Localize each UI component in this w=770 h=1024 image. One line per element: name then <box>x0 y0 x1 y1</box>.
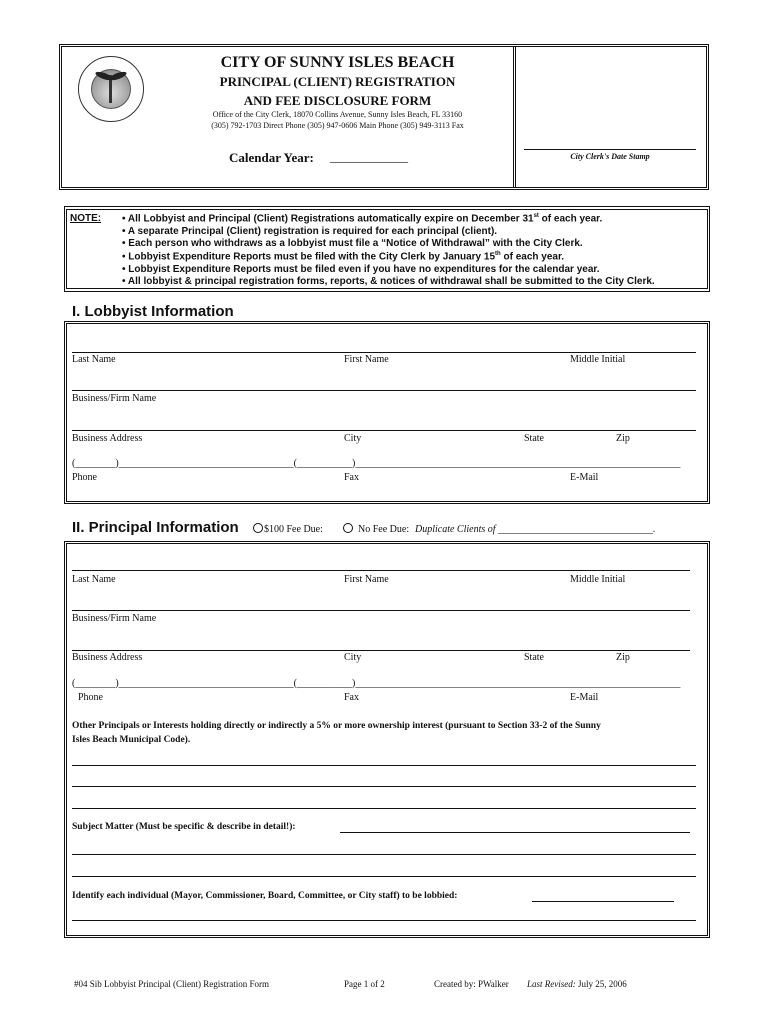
principal-business-firm-label: Business/Firm Name <box>72 613 157 624</box>
identify-individuals-input-line[interactable] <box>72 920 696 921</box>
identify-individuals-label: Identify each individual (Mayor, Commissioner, Board, Committee, or City staff) to be lobbied: <box>72 891 458 901</box>
principal-city-label: City <box>344 652 362 663</box>
note-label: NOTE: <box>70 213 102 224</box>
city-seal-logo <box>78 56 144 122</box>
clerk-address: Office of the City Clerk, 18070 Collins Avenue, Sunny Isles Beach, FL 33160 <box>212 110 463 119</box>
form-id: #04 Sib Lobbyist Principal (Client) Registration Form <box>74 979 269 989</box>
principal-middle-initial-label: Middle Initial <box>570 574 626 585</box>
clerk-phones: (305) 792-1703 Direct Phone (305) 947-0606 Main Phone (305) 949-3113 Fax <box>211 121 464 130</box>
subject-matter-input-line[interactable] <box>340 832 690 833</box>
zip-label: Zip <box>616 433 630 444</box>
subject-matter-label: Subject Matter (Must be specific & describe in detail!): <box>72 822 296 832</box>
calendar-year-field[interactable]: ____________ <box>330 149 408 164</box>
date-stamp-label: City Clerk's Date Stamp <box>570 152 650 161</box>
phone-fax-email-input-line[interactable]: (________)___________________________________(___________)_________________________________________________________________ <box>72 458 681 469</box>
subject-matter-input-line[interactable] <box>72 854 696 855</box>
lobbyist-info-box <box>64 321 710 504</box>
note-item: • A separate Principal (Client) registration is required for each principal (client). <box>122 226 498 237</box>
note-item: • Each person who withdraws as a lobbyist must file a “Notice of Withdrawal” with the City Clerk. <box>122 238 583 249</box>
other-principals-input-line[interactable] <box>72 808 696 809</box>
phone-label: Phone <box>72 472 97 483</box>
last-revised-date: July 25, 2006 <box>578 979 627 989</box>
principal-address-input-line[interactable] <box>72 650 690 651</box>
principal-last-name-label: Last Name <box>72 574 116 585</box>
principal-phone-fax-email-input-line[interactable]: (________)___________________________________(___________)_________________________________________________________________ <box>72 678 681 689</box>
no-fee-due-label: No Fee Due: <box>358 524 410 535</box>
principal-business-address-label: Business Address <box>72 652 143 663</box>
principal-email-label: E-Mail <box>570 692 599 703</box>
calendar-year-label: Calendar Year: <box>229 150 314 165</box>
subject-matter-input-line[interactable] <box>72 876 696 877</box>
other-principals-input-line[interactable] <box>72 765 696 766</box>
note-item: • Lobbyist Expenditure Reports must be filed with the City Clerk by January 15th of each year. <box>122 251 565 263</box>
principal-fax-label: Fax <box>344 692 359 703</box>
identify-individuals-input-line[interactable] <box>532 901 674 902</box>
principal-first-name-label: First Name <box>344 574 389 585</box>
fax-label: Fax <box>344 472 359 483</box>
other-principals-question-line-2: Isles Beach Municipal Code). <box>72 735 191 745</box>
first-name-label: First Name <box>344 354 389 365</box>
principal-state-label: State <box>524 652 544 663</box>
date-stamp-line <box>524 149 696 150</box>
principal-business-name-input-line[interactable] <box>72 610 690 611</box>
business-name-input-line[interactable] <box>72 390 696 391</box>
state-label: State <box>524 433 544 444</box>
email-label: E-Mail <box>570 472 599 483</box>
fee-due-label: $100 Fee Due: <box>264 524 323 535</box>
last-name-input-line[interactable] <box>72 352 696 353</box>
other-principals-question-line-1: Other Principals or Interests holding directly or indirectly a 5% or more ownership interest (pursuant to Section 33-2 of the Sunny <box>72 721 601 731</box>
form-title-line-1: PRINCIPAL (CLIENT) REGISTRATION <box>219 74 456 89</box>
section-2-title: II. Principal Information <box>72 519 239 536</box>
note-item: • Lobbyist Expenditure Reports must be filed even if you have no expenditures for the calendar year. <box>122 264 600 275</box>
business-address-input-line[interactable] <box>72 430 696 431</box>
last-revised-label: Last Revised: <box>527 979 576 989</box>
other-principals-input-line[interactable] <box>72 786 696 787</box>
principal-phone-label: Phone <box>78 692 103 703</box>
business-address-label: Business Address <box>72 433 143 444</box>
business-firm-label: Business/Firm Name <box>72 393 157 404</box>
section-1-title: I. Lobbyist Information <box>72 303 234 320</box>
city-name: CITY OF SUNNY ISLES BEACH <box>220 54 455 71</box>
note-item: • All lobbyist & principal registration forms, reports, & notices of withdrawal shall be submitted to the City Clerk. <box>122 276 655 287</box>
last-name-label: Last Name <box>72 354 116 365</box>
created-by: Created by: PWalker <box>434 979 509 989</box>
duplicate-clients-field[interactable]: Duplicate Clients of _______________________________. <box>415 524 656 535</box>
form-title-line-2: AND FEE DISCLOSURE FORM <box>243 93 432 108</box>
city-label: City <box>344 433 362 444</box>
page-number: Page 1 of 2 <box>344 979 385 989</box>
principal-last-name-input-line[interactable] <box>72 570 690 571</box>
fee-due-radio[interactable] <box>253 523 263 533</box>
middle-initial-label: Middle Initial <box>570 354 626 365</box>
no-fee-due-radio[interactable] <box>343 523 353 533</box>
principal-zip-label: Zip <box>616 652 630 663</box>
note-item: • All Lobbyist and Principal (Client) Registrations automatically expire on December 31st of each year. <box>122 213 603 225</box>
